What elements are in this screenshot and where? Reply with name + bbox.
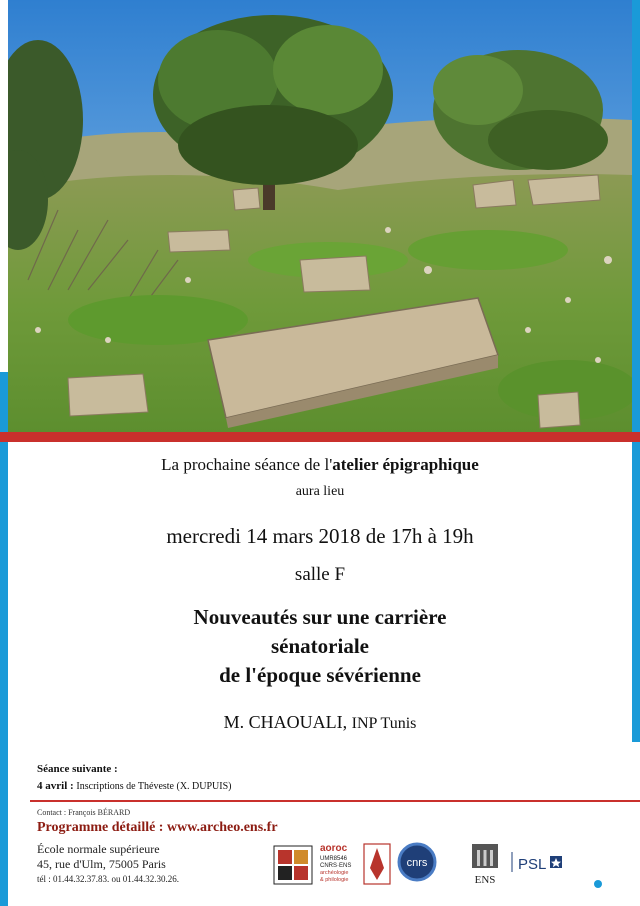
ens-text: ENS [474,874,496,886]
next-session-label: Séance suivante : [37,763,118,775]
address-line1: École normale supérieure [37,842,160,856]
aura-lieu: aura lieu [295,484,345,499]
psl-logo [512,852,562,873]
intro-prefix: La prochaine séance de l' [161,455,333,474]
session-date: mercredi 14 mars 2018 de 17h à 19h [166,524,474,548]
cnrs-logo [399,844,435,880]
archaeological-site-photo [8,0,632,437]
session-room: salle F [294,564,346,585]
footer-divider [30,800,640,802]
next-session-topic: Inscriptions de Théveste (X. DUPUIS) [76,781,232,792]
speaker-affiliation: INP Tunis [351,715,417,732]
aoroc-archeo: archéologie [320,870,349,876]
talk-title-line3: de l'époque sévérienne [219,663,421,687]
aoroc-philo: & philologie [320,877,349,883]
talk-title-line1: Nouveautés sur une carrière [193,605,447,629]
talk-title [0,603,640,690]
programme-link[interactable]: Programme détaillé : www.archeo.ens.fr [37,820,278,835]
cnrs-text: cnrs [406,857,428,869]
address [37,842,179,887]
aoroc-cnrs: CNRS·ENS [320,863,352,869]
small-corner-icon [594,880,602,888]
address-tel: tél : 01.44.32.37.83. ou 01.44.32.30.26. [37,874,179,884]
next-session-date: 4 avril : [37,780,74,792]
contact: Contact : François BÉRARD [37,808,131,817]
aoroc-logo [320,843,390,884]
address-line2: 45, rue d'Ulm, 75005 Paris [37,857,166,871]
intro-highlight: atelier épigraphique [332,455,479,474]
partner-logos [272,838,632,888]
aoroc-umr: UMR8546 [320,856,348,862]
aoroc-name: aoroc [320,843,348,854]
intro-line [0,455,640,475]
ens-logo [472,844,498,886]
red-divider [0,432,640,442]
speaker-name: M. CHAOUALI, [223,712,348,732]
next-session [37,761,232,795]
psl-text: PSL [518,856,547,873]
transfers-logo [274,846,312,884]
speaker [0,712,640,733]
talk-title-line2: sénatoriale [271,634,369,658]
